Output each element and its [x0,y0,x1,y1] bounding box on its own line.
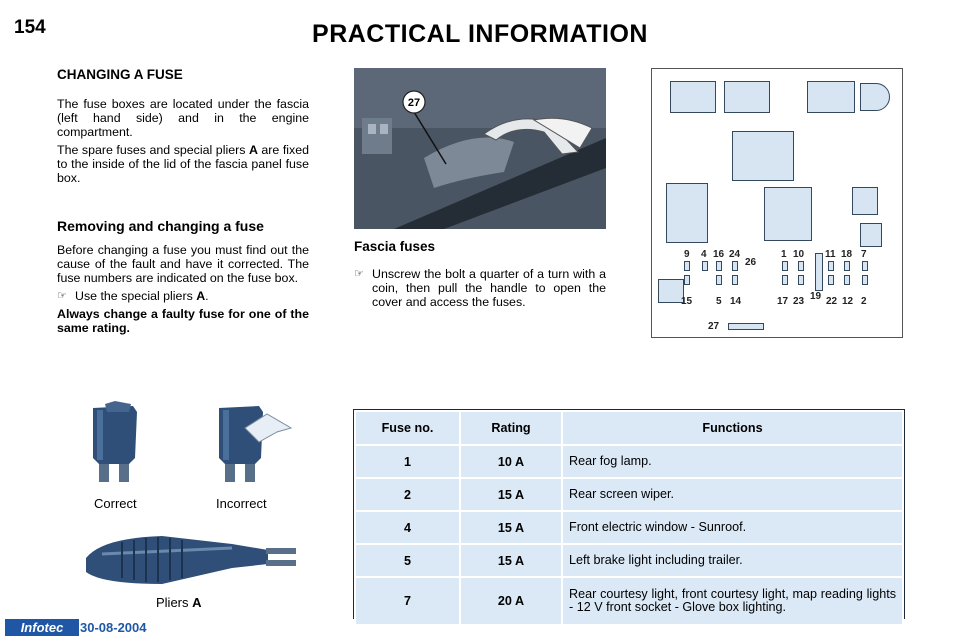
fuse-no-cell: 2 [355,478,460,511]
fuse-label: 10 [793,249,805,260]
fuse-label: 17 [777,296,789,307]
function-cell: Left brake light including trailer. [562,544,903,577]
rating-cell: 15 A [460,478,562,511]
warning-text: Always change a faulty fuse for one of the same rating. [57,307,309,335]
fuse-label: 1 [781,249,787,260]
relay-block [732,131,794,181]
fuse-slot [844,261,850,271]
fuse-no-cell: 7 [355,577,460,625]
table-header-row [355,411,903,445]
fuse-slot [782,275,788,285]
fuse-label: 7 [861,249,867,260]
spare-fuse-slot [728,323,764,330]
function-cell: Rear fog lamp. [562,445,903,478]
fuse-slot [862,275,868,285]
fuse-slot [828,261,834,271]
fuse-slot [798,275,804,285]
fuse-slot [684,275,690,285]
function-cell: Rear courtesy light, front courtesy light, map reading lights - 12 V front socket - Glove box lighting. [562,577,903,625]
fuse-slot [862,261,868,271]
header-fuse-no: Fuse no. [355,411,460,445]
relay-block [666,183,708,243]
rating-cell: 15 A [460,544,562,577]
footer-date: 30-08-2004 [80,620,147,635]
fuse-no-cell: 1 [355,445,460,478]
fuse-label: 4 [701,249,707,260]
header-rating: Rating [460,411,562,445]
hand-pointer-icon: ☞ [57,290,67,302]
relay-block [852,187,878,215]
fuse-label: 24 [729,249,741,260]
rating-cell: 15 A [460,511,562,544]
left-column [57,66,309,339]
fuse-table [354,410,904,626]
relay-block [670,81,716,113]
function-cell: Rear screen wiper. [562,478,903,511]
correct-caption: Correct [94,496,137,511]
fuse-slot [844,275,850,285]
header-functions: Functions [562,411,903,445]
before-changing-text: Before changing a fuse you must find out the cause of the fault and have it corrected. The fuse numbers are indicated on the fuse box. [57,243,309,285]
rating-cell: 10 A [460,445,562,478]
fuse-label: 5 [716,296,722,307]
fuse-label: 19 [810,291,822,302]
removing-fuse-heading: Removing and changing a fuse [57,218,264,234]
fuse-label: 27 [708,321,720,332]
table-row [355,478,903,511]
pliers-icon [82,524,304,594]
fuse-slot [782,261,788,271]
changing-fuse-heading: CHANGING A FUSE [57,67,183,82]
table-row [355,577,903,625]
relay-block [860,223,882,247]
rating-cell: 20 A [460,577,562,625]
fuse-label: 11 [825,249,836,260]
middle-column [354,238,606,309]
page-title: PRACTICAL INFORMATION [312,20,648,48]
fascia-fuses-heading: Fascia fuses [354,239,436,254]
fuse-label: 16 [713,249,725,260]
table-row [355,544,903,577]
fuse-label: 14 [730,296,742,307]
fuse-label: 26 [745,257,757,268]
fuse-slot [716,261,722,271]
table-row [355,445,903,478]
page-number: 154 [14,17,46,38]
relay-block [764,187,812,241]
relay-block [724,81,770,113]
fuse-no-cell: 5 [355,544,460,577]
fuse-slot [798,261,804,271]
fuse-label: 18 [841,249,853,260]
fuse-illustrations [85,398,305,498]
function-cell: Front electric window - Sunroof. [562,511,903,544]
correct-fuse-icon [93,401,137,482]
fuse-slot [684,261,690,271]
fascia-photo [354,68,606,229]
fuse-slot [732,275,738,285]
fuse-label: 2 [861,296,867,307]
fuse-box-diagram [651,68,903,338]
fuse-label: 9 [684,249,690,260]
fuse-box-location-text: The fuse boxes are located under the fascia (left hand side) and in the engine compartment. [57,97,309,139]
relay-block [807,81,855,113]
incorrect-caption: Incorrect [216,496,267,511]
hand-pointer-icon: ☞ [354,268,364,280]
callout-27-label: 27 [407,97,421,109]
fuse-slot [716,275,722,285]
use-pliers-bullet: ☞ Use the special pliers A. [57,289,209,303]
unscrew-bolt-bullet: ☞ Unscrew the bolt a quarter of a turn with a coin, then pull the handle to open the cover and access the fuses. [354,267,606,309]
fuse-slot [815,253,823,291]
relay-block [860,83,890,111]
fuse-label: 15 [681,296,693,307]
fuse-label: 12 [842,296,854,307]
infotec-logo: Infotec [5,619,79,636]
table-row [355,511,903,544]
fuse-label: 23 [793,296,805,307]
fuse-no-cell: 4 [355,511,460,544]
incorrect-fuse-icon [219,406,291,482]
fuse-label: 22 [826,296,838,307]
fuse-slot [828,275,834,285]
fuse-slot [702,261,708,271]
pliers-caption: Pliers A [156,595,202,610]
spare-fuses-text: The spare fuses and special pliers A are fixed to the inside of the lid of the fascia panel fuse box. [57,143,310,185]
fuse-slot [732,261,738,271]
